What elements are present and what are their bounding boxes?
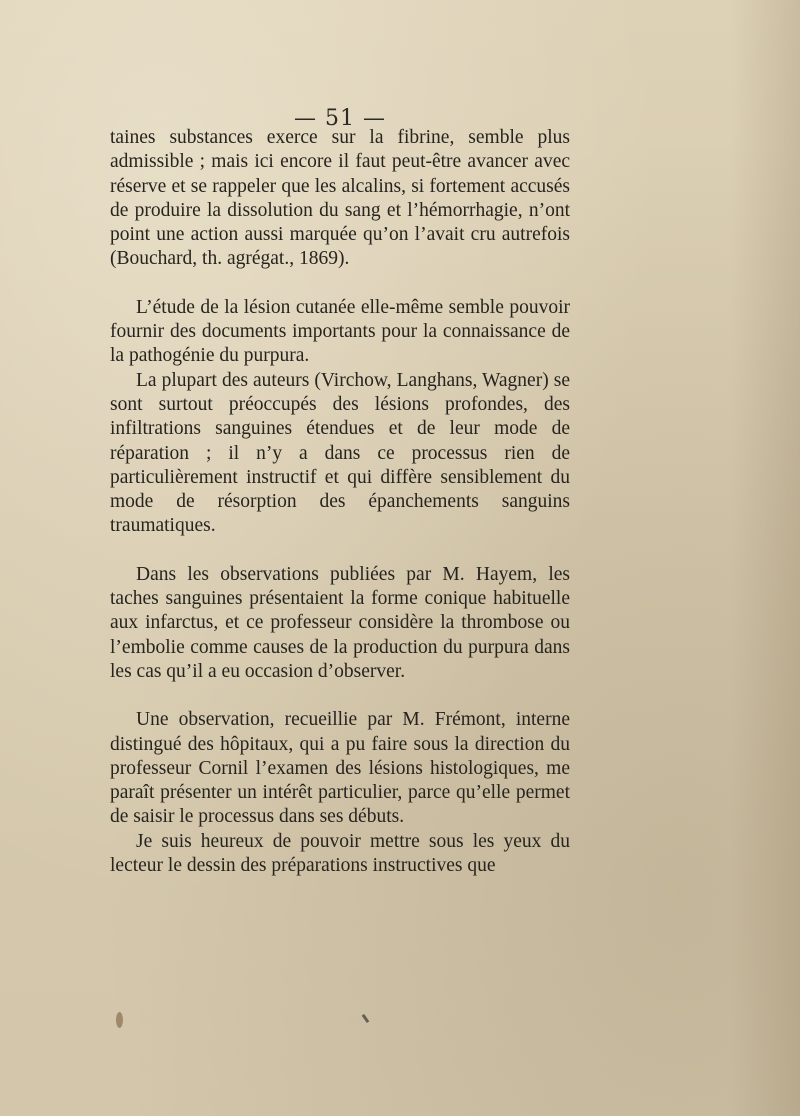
page-edge-shadow (730, 0, 800, 1116)
paragraph-3: La plupart des auteurs (Virchow, Langhans, Wagner) se sont surtout préoccupés des lésions profondes, des infiltrations sanguines étendues et de leur mode de réparation ; il n’y a dans ce processus rien de particulièrement instructif et qui diffère sensiblement du mode de résorption des épanchements sanguins traumatiques. (110, 369, 570, 537)
page-number: — 51 — (294, 106, 386, 131)
paragraph-gap (110, 272, 570, 296)
paragraph-2: L’étude de la lésion cutanée elle-même semble pouvoir fournir des documents importants pour la connaissance de la pathogénie du purpura. (110, 296, 570, 367)
ink-speck (362, 1014, 370, 1023)
paragraph-4: Dans les observations publiées par M. Hayem, les taches sanguines présentaient la forme conique habituelle aux infarctus, et ce professeur considère la thrombose ou l’embolie comme causes de la production du purpura dans les cas qu’il a eu occasion d’observer. (110, 563, 570, 682)
ink-smudge (116, 1012, 123, 1028)
paragraph-6: Je suis heureux de pouvoir mettre sous les yeux du lecteur le dessin des préparations instructives que (110, 830, 570, 877)
paragraph-gap (110, 539, 570, 563)
paragraph-5: Une observation, recueillie par M. Frémont, interne distingué des hôpitaux, qui a pu faire sous la direction du professeur Cornil l’examen des lésions histologiques, me paraît présenter un intérêt particulier, parce qu’elle permet de saisir le processus dans ses débuts. (110, 709, 570, 828)
paragraph-1: taines substances exerce sur la fibrine, semble plus admissible ; mais ici encore il faut peut-être avancer avec réserve et se rappeler que les alcalins, si fortement accusés de produire la dissolution du sang et l’hémorrhagie, n’ont point une action aussi marquée qu’on l’avait cru autrefois (Bouchard, th. agrégat., 1869). (110, 127, 570, 270)
paragraph-gap (110, 684, 570, 708)
body-text (110, 126, 570, 878)
